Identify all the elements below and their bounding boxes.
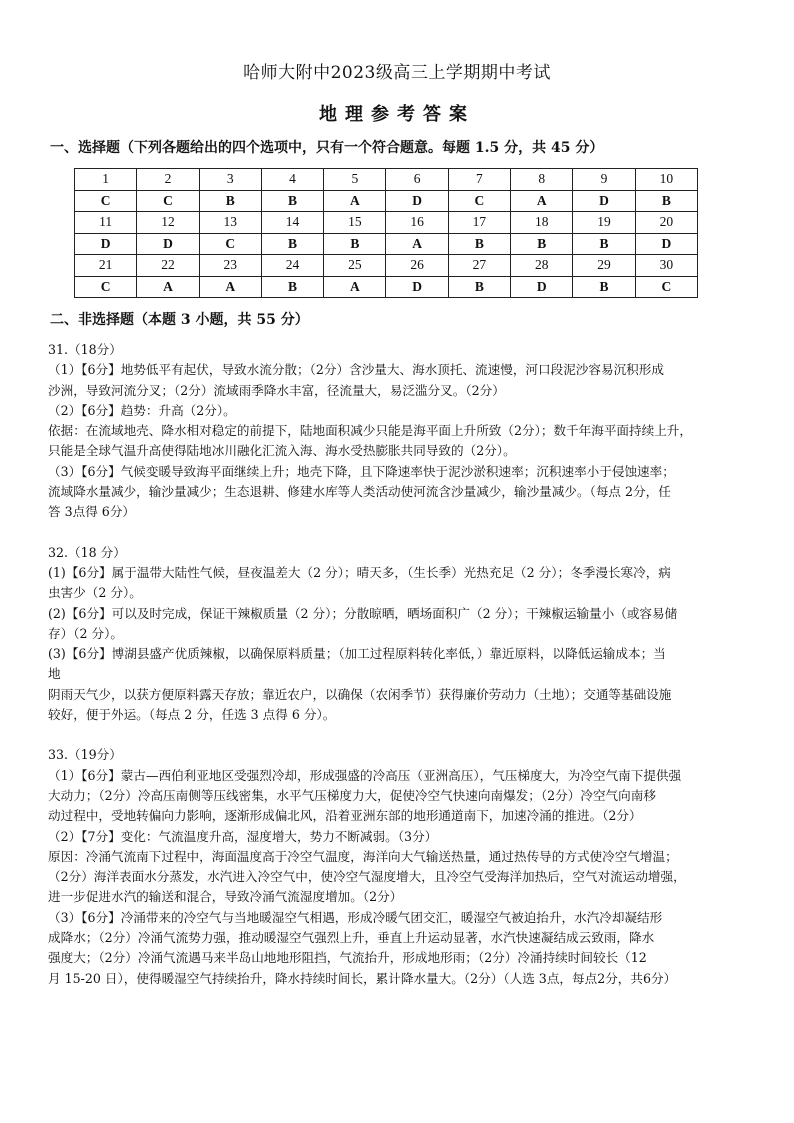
table-cell: D — [511, 276, 573, 298]
table-cell: B — [448, 276, 510, 298]
table-cell: 13 — [199, 212, 261, 234]
table-cell: 29 — [573, 255, 635, 277]
q32-line: (1)【6分】属于温带大陆性气候，昼夜温差大（2 分）；晴天多，（生长季）光热充足（2 分）；冬季漫长寒冷，病 — [48, 564, 671, 580]
table-cell: 30 — [635, 255, 697, 277]
table-cell: 16 — [386, 212, 448, 234]
q31-line: 依据：在流域地壳、降水相对稳定的前提下，陆地面积减少只能是海平面上升所致（2分）；数千年海平面持续上升， — [48, 423, 692, 439]
q31-line: （2）【6分】趋势：升高（2分）。 — [48, 402, 236, 418]
q32-line: (3)【6分】博湖县盛产优质辣椒，以确保原料质量；（加工过程原料转化率低，）靠近原料，以降低运输成本；当 — [48, 646, 666, 662]
table-cell: 22 — [137, 255, 199, 277]
table-cell: B — [261, 276, 323, 298]
q31-heading: 31.（18分） — [48, 342, 122, 357]
table-cell: 28 — [511, 255, 573, 277]
table-cell: D — [386, 276, 448, 298]
table-cell: 12 — [137, 212, 199, 234]
table-row — [75, 255, 698, 277]
spacer — [48, 725, 754, 745]
q33-line: 动过程中，受地转偏向力影响，逐渐形成偏北风，沿着亚洲东部的地形通道南下，加速冷涌的推进。（2分） — [48, 808, 642, 824]
table-cell: D — [573, 190, 635, 212]
q32-line: 虫害少（2 分）。 — [48, 585, 142, 601]
answer-table — [74, 168, 698, 298]
q33-line: 成降水；（2分）冷涌气流势力强，推动暖湿空气强烈上升，垂直上升运动显著，水汽快速凝结成云致雨，降水 — [48, 930, 655, 946]
table-cell: D — [635, 233, 697, 255]
table-cell: B — [448, 233, 510, 255]
q31-line: 沙洲，导致河流分叉；（2分）流域雨季降水丰富，径流量大，易泛滥分叉。（2分） — [48, 382, 505, 398]
table-cell: D — [137, 233, 199, 255]
table-cell: A — [386, 233, 448, 255]
table-cell: A — [511, 190, 573, 212]
table-cell: 7 — [448, 169, 510, 191]
q33-line: （3）【6分】冷涌带来的冷空气与当地暖湿空气相遇，形成冷暖气团交汇，暖湿空气被迫抬升，水汽冷却凝结形 — [48, 909, 663, 925]
table-cell: 11 — [75, 212, 137, 234]
table-cell: 6 — [386, 169, 448, 191]
table-cell: B — [261, 233, 323, 255]
section1-heading: 一、选择题（下列各题给出的四个选项中，只有一个符合题意。每题 1.5 分，共 45 分） — [50, 140, 604, 156]
q32-line: 地 — [48, 666, 61, 682]
section2-heading: 二、非选择题（本题 3 小题，共 55 分） — [50, 312, 309, 328]
q31-line: （1）【6分】地势低平有起伏，导致水流分散；（2分）含沙量大、海水顶托、流速慢，河口段泥沙容易沉积形成 — [48, 362, 664, 378]
table-cell: 8 — [511, 169, 573, 191]
table-cell: 4 — [261, 169, 323, 191]
q33-heading: 33.（19分） — [48, 747, 122, 763]
table-cell: B — [573, 276, 635, 298]
q33-line: （2）【7分】变化：气流温度升高，湿度增大，势力不断减弱。（3分） — [48, 828, 438, 844]
table-cell: C — [635, 276, 697, 298]
q31-line: 答 3点得 6分） — [48, 504, 136, 520]
table-row — [75, 190, 698, 212]
table-cell: 9 — [573, 169, 635, 191]
table-cell: 20 — [635, 212, 697, 234]
table-cell: B — [573, 233, 635, 255]
q31-line: 只能是全球气温升高使得陆地冰川融化汇流入海、海水受热膨胀共同导致的（2分）。 — [48, 443, 516, 459]
page-title: 哈师大附中2023级高三上学期期中考试 — [243, 63, 551, 83]
table-cell: B — [199, 190, 261, 212]
q31-line: （3）【6分】气候变暖导致海平面继续上升；地壳下降，且下降速率快于泥沙淤积速率；沉积速率小于侵蚀速率； — [48, 463, 675, 479]
q33-line: （2分）海洋表面水分蒸发，水汽进入冷空气中，使冷空气湿度增大，且冷空气受海洋加热后，空气对流运动增强， — [48, 869, 686, 885]
table-cell: 17 — [448, 212, 510, 234]
q32-line: 较好，便于外运。（每点 2 分，任选 3 点得 6 分）。 — [48, 707, 336, 723]
table-cell: 24 — [261, 255, 323, 277]
table-row — [75, 212, 698, 234]
table-cell: C — [137, 190, 199, 212]
table-cell: 1 — [75, 169, 137, 191]
table-cell: 26 — [386, 255, 448, 277]
table-cell: B — [261, 190, 323, 212]
table-cell: C — [75, 276, 137, 298]
table-cell: 21 — [75, 255, 137, 277]
table-cell: A — [137, 276, 199, 298]
table-cell: A — [324, 190, 386, 212]
q33-line: 强度大；（2分）冷涌气流遇马来半岛山地地形阻挡，气流抬升，形成地形雨；（2分）冷涌持续时间较长（12 — [48, 950, 647, 966]
table-cell: C — [199, 233, 261, 255]
q32-line: (2)【6分】可以及时完成，保证干辣椒质量（2 分）；分散晾晒，晒场面积广（2 分）；干辣椒运输量小（或容易储 — [48, 605, 678, 621]
table-cell: D — [386, 190, 448, 212]
q32-heading: 32.（18 分） — [48, 544, 126, 560]
table-row — [75, 233, 698, 255]
table-cell: 23 — [199, 255, 261, 277]
q32-line: 存）（2 分）。 — [48, 625, 123, 641]
spacer — [48, 523, 754, 543]
table-cell: B — [635, 190, 697, 212]
table-cell: B — [324, 233, 386, 255]
table-cell: 14 — [261, 212, 323, 234]
table-cell: 15 — [324, 212, 386, 234]
table-row — [75, 169, 698, 191]
table-cell: 2 — [137, 169, 199, 191]
table-row — [75, 276, 698, 298]
q33-line: 大动力；（2分）冷高压南侧等压线密集，水平气压梯度力大，促使冷空气快速向南爆发；（2分）冷空气向南移 — [48, 787, 656, 803]
table-cell: A — [199, 276, 261, 298]
table-cell: A — [324, 276, 386, 298]
answer-body — [48, 340, 754, 989]
table-cell: C — [75, 190, 137, 212]
table-cell: 27 — [448, 255, 510, 277]
q31-line: 流域降水量减少，输沙量减少；生态退耕、修建水库等人类活动使河流含沙量减少，输沙量减少。（每点 2分，任 — [48, 484, 671, 500]
q33-line: 原因：冷涌气流南下过程中，海面温度高于冷空气温度，海洋向大气输送热量，通过热传导的方式使冷空气增温； — [48, 848, 678, 864]
q32-line: 阴雨天气少，以获方便原料露天存放；靠近农户，以确保（农闲季节）获得廉价劳动力（土地）；交通等基础设施 — [48, 686, 672, 702]
table-cell: 10 — [635, 169, 697, 191]
q33-line: 进一步促进水汽的输送和混合，导致冷涌气流湿度增加。（2分） — [48, 889, 403, 905]
q33-line: （1）【6分】蒙古—西伯利亚地区受强烈冷却，形成强盛的冷高压（亚洲高压），气压梯度大，为冷空气南下提供强 — [48, 767, 682, 783]
table-cell: 25 — [324, 255, 386, 277]
q33-line: 月 15-20 日），使得暖湿空气持续抬升，降水持续时间长，累计降水量大。（2分）（人选 3点，每点2分，共6分） — [48, 970, 677, 986]
table-cell: 18 — [511, 212, 573, 234]
table-cell: B — [511, 233, 573, 255]
table-cell: 5 — [324, 169, 386, 191]
table-cell: D — [75, 233, 137, 255]
table-cell: 3 — [199, 169, 261, 191]
table-cell: 19 — [573, 212, 635, 234]
table-cell: C — [448, 190, 510, 212]
page-subtitle: 地理参考答案 — [319, 104, 475, 125]
